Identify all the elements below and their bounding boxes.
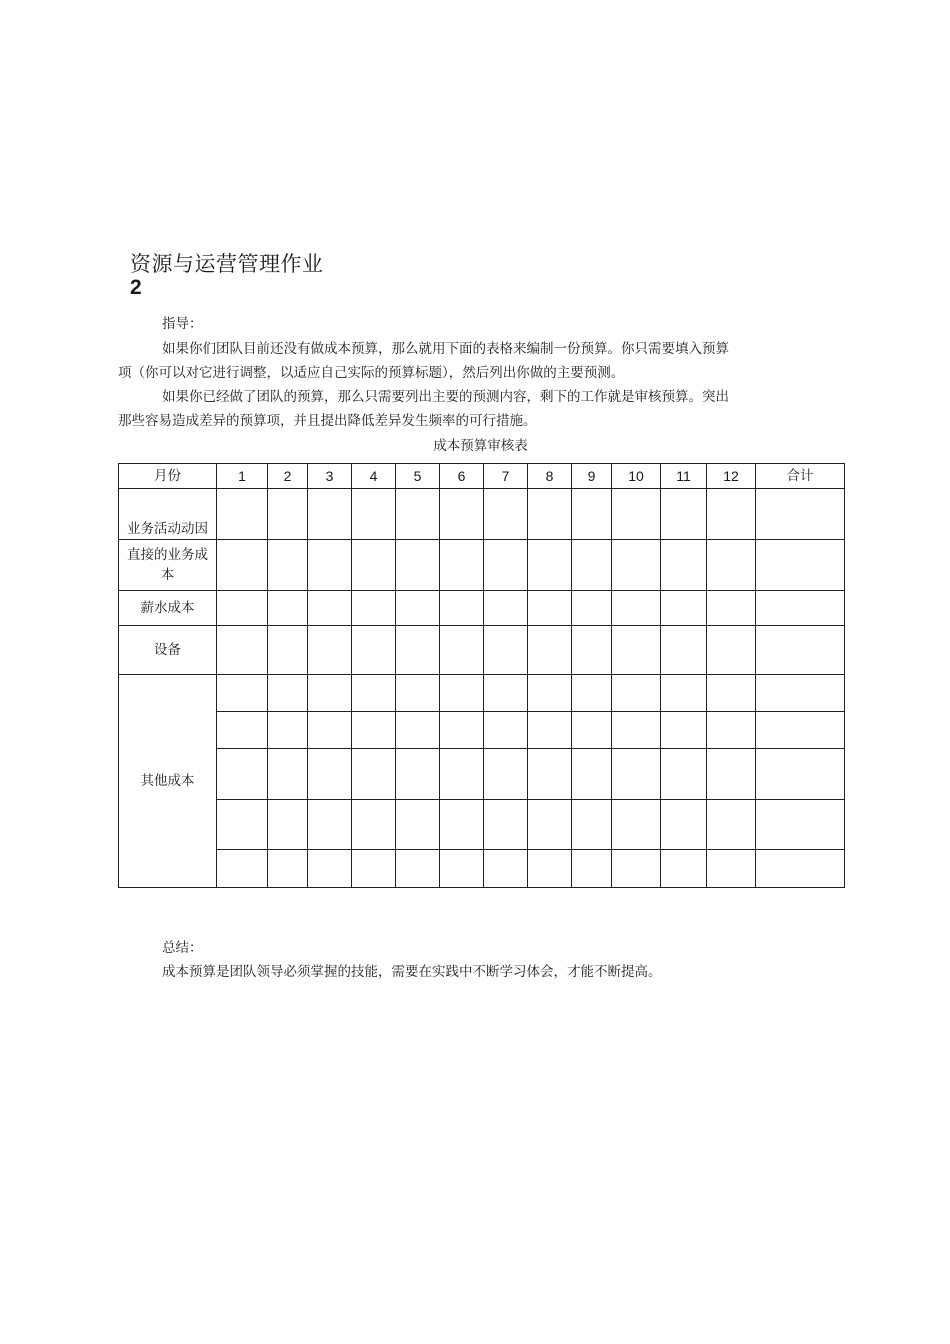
row-salary bbox=[119, 591, 845, 626]
header-month-11: 11 bbox=[661, 464, 707, 489]
table-cell[interactable] bbox=[707, 850, 756, 888]
table-cell[interactable] bbox=[661, 749, 707, 800]
table-cell[interactable] bbox=[440, 675, 484, 712]
table-cell[interactable] bbox=[612, 675, 661, 712]
table-cell[interactable] bbox=[396, 540, 440, 591]
row-direct-cost bbox=[119, 540, 845, 591]
table-cell[interactable] bbox=[661, 675, 707, 712]
header-month-2: 2 bbox=[268, 464, 308, 489]
table-cell[interactable] bbox=[572, 850, 612, 888]
document-title: 资源与运营管理作业 bbox=[130, 252, 324, 276]
table-cell[interactable] bbox=[707, 712, 756, 749]
direct-cost-line-2: 本 bbox=[160, 567, 175, 583]
table-cell[interactable] bbox=[396, 626, 440, 675]
table-cell[interactable] bbox=[756, 800, 845, 850]
table-cell[interactable] bbox=[707, 800, 756, 850]
table-cell[interactable] bbox=[217, 626, 268, 675]
table-cell[interactable] bbox=[268, 712, 308, 749]
header-month-1: 1 bbox=[217, 464, 268, 489]
paragraph-1-line-2: 项（你可以对它进行调整，以适应自己实际的预算标题），然后列出你做的主要预测。 bbox=[118, 365, 625, 381]
table-cell[interactable] bbox=[707, 591, 756, 626]
table-cell[interactable] bbox=[217, 800, 268, 850]
table-cell[interactable] bbox=[352, 540, 396, 591]
table-cell[interactable] bbox=[572, 540, 612, 591]
table-cell[interactable] bbox=[352, 675, 396, 712]
summary-text: 成本预算是团队领导必须掌握的技能，需要在实践中不断学习体会，才能不断提高。 bbox=[162, 964, 662, 980]
header-month-8: 8 bbox=[528, 464, 572, 489]
table-cell[interactable] bbox=[528, 749, 572, 800]
table-cell[interactable] bbox=[572, 749, 612, 800]
table-cell[interactable] bbox=[308, 591, 352, 626]
table-cell[interactable] bbox=[308, 749, 352, 800]
table-cell[interactable] bbox=[484, 712, 528, 749]
guide-paragraph-1 bbox=[118, 337, 838, 385]
table-cell[interactable] bbox=[440, 712, 484, 749]
table-cell[interactable] bbox=[484, 850, 528, 888]
paragraph-2-line-1: 如果你已经做了团队的预算，那么只需要列出主要的预测内容，剩下的工作就是审核预算。突出 bbox=[162, 389, 729, 405]
table-cell[interactable] bbox=[756, 489, 845, 540]
table-cell[interactable] bbox=[707, 675, 756, 712]
row-equipment bbox=[119, 626, 845, 675]
table-cell[interactable] bbox=[396, 800, 440, 850]
table-cell[interactable] bbox=[352, 489, 396, 540]
table-cell[interactable] bbox=[308, 712, 352, 749]
paragraph-1-line-1: 如果你们团队目前还没有做成本预算，那么就用下面的表格来编制一份预算。你只需要填入预算 bbox=[162, 341, 729, 357]
table-cell[interactable] bbox=[756, 540, 845, 591]
table-cell[interactable] bbox=[528, 489, 572, 540]
table-cell[interactable] bbox=[440, 489, 484, 540]
table-cell[interactable] bbox=[707, 749, 756, 800]
table-cell[interactable] bbox=[756, 749, 845, 800]
table-cell[interactable] bbox=[352, 712, 396, 749]
header-month-12: 12 bbox=[707, 464, 756, 489]
row-other-4 bbox=[119, 800, 845, 850]
table-cell[interactable] bbox=[572, 712, 612, 749]
table-cell[interactable] bbox=[707, 626, 756, 675]
row-other-2 bbox=[119, 712, 845, 749]
table-cell[interactable] bbox=[484, 489, 528, 540]
cost-budget-review-table bbox=[118, 463, 845, 888]
table-cell[interactable] bbox=[707, 540, 756, 591]
header-row bbox=[119, 464, 845, 489]
table-cell[interactable] bbox=[217, 489, 268, 540]
table-cell[interactable] bbox=[352, 749, 396, 800]
guide-paragraph-2 bbox=[118, 385, 838, 433]
table-cell[interactable] bbox=[756, 591, 845, 626]
table-cell[interactable] bbox=[352, 800, 396, 850]
table-cell[interactable] bbox=[396, 591, 440, 626]
table-cell[interactable] bbox=[756, 712, 845, 749]
table-cell[interactable] bbox=[352, 626, 396, 675]
summary-label: 总结： bbox=[162, 940, 203, 956]
table-cell[interactable] bbox=[308, 800, 352, 850]
table-cell[interactable] bbox=[440, 540, 484, 591]
table-cell[interactable] bbox=[440, 749, 484, 800]
table-cell[interactable] bbox=[396, 850, 440, 888]
table-cell[interactable] bbox=[484, 591, 528, 626]
table-cell[interactable] bbox=[308, 626, 352, 675]
table-cell[interactable] bbox=[612, 749, 661, 800]
table-cell[interactable] bbox=[308, 540, 352, 591]
table-cell[interactable] bbox=[572, 800, 612, 850]
row-label-direct-cost bbox=[119, 540, 217, 591]
table-cell[interactable] bbox=[484, 626, 528, 675]
table-cell[interactable] bbox=[268, 591, 308, 626]
table-cell[interactable] bbox=[396, 749, 440, 800]
table-cell[interactable] bbox=[612, 626, 661, 675]
table-cell[interactable] bbox=[661, 489, 707, 540]
row-business-driver bbox=[119, 489, 845, 540]
table-cell[interactable] bbox=[352, 850, 396, 888]
row-label-business-driver: 业务活动动因 bbox=[119, 489, 217, 540]
table-cell[interactable] bbox=[572, 489, 612, 540]
table-cell[interactable] bbox=[440, 591, 484, 626]
table-cell[interactable] bbox=[217, 850, 268, 888]
table-cell[interactable] bbox=[661, 712, 707, 749]
document-title-number: 2 bbox=[130, 276, 142, 299]
table-cell[interactable] bbox=[572, 675, 612, 712]
table-cell[interactable] bbox=[352, 591, 396, 626]
guide-label: 指导： bbox=[162, 316, 203, 332]
table-cell[interactable] bbox=[528, 800, 572, 850]
table-cell[interactable] bbox=[268, 489, 308, 540]
paragraph-2-line-2: 那些容易造成差异的预算项，并且提出降低差异发生频率的可行措施。 bbox=[118, 413, 537, 429]
table-cell[interactable] bbox=[484, 675, 528, 712]
table-title: 成本预算审核表 bbox=[433, 438, 528, 454]
table-cell[interactable] bbox=[484, 749, 528, 800]
row-label-equipment: 设备 bbox=[119, 626, 217, 675]
table-cell[interactable] bbox=[217, 749, 268, 800]
table-cell[interactable] bbox=[572, 626, 612, 675]
table-cell[interactable] bbox=[528, 591, 572, 626]
header-total: 合计 bbox=[756, 464, 845, 489]
table-cell[interactable] bbox=[661, 591, 707, 626]
table-cell[interactable] bbox=[217, 540, 268, 591]
table-cell[interactable] bbox=[612, 800, 661, 850]
table-cell[interactable] bbox=[707, 489, 756, 540]
table-cell[interactable] bbox=[572, 591, 612, 626]
table-cell[interactable] bbox=[217, 675, 268, 712]
table-cell[interactable] bbox=[612, 489, 661, 540]
table-cell[interactable] bbox=[440, 626, 484, 675]
table-cell[interactable] bbox=[396, 712, 440, 749]
table-cell[interactable] bbox=[756, 850, 845, 888]
table-cell[interactable] bbox=[528, 626, 572, 675]
row-label-salary: 薪水成本 bbox=[119, 591, 217, 626]
table-cell[interactable] bbox=[756, 626, 845, 675]
table-cell[interactable] bbox=[612, 591, 661, 626]
direct-cost-line-1: 直接的业务成 bbox=[127, 547, 208, 563]
table-cell[interactable] bbox=[308, 850, 352, 888]
table-cell[interactable] bbox=[661, 626, 707, 675]
header-month-7: 7 bbox=[484, 464, 528, 489]
table-cell[interactable] bbox=[528, 675, 572, 712]
table-cell[interactable] bbox=[396, 489, 440, 540]
table-cell[interactable] bbox=[756, 675, 845, 712]
header-month-6: 6 bbox=[440, 464, 484, 489]
table-cell[interactable] bbox=[268, 540, 308, 591]
table-cell[interactable] bbox=[484, 800, 528, 850]
row-other-1 bbox=[119, 675, 845, 712]
table-cell[interactable] bbox=[661, 540, 707, 591]
table-cell[interactable] bbox=[528, 850, 572, 888]
header-month-3: 3 bbox=[308, 464, 352, 489]
table-cell[interactable] bbox=[612, 850, 661, 888]
row-other-3 bbox=[119, 749, 845, 800]
table-cell[interactable] bbox=[308, 675, 352, 712]
header-month: 月份 bbox=[119, 464, 217, 489]
table-cell[interactable] bbox=[612, 540, 661, 591]
row-label-other: 其他成本 bbox=[119, 675, 217, 888]
table-cell[interactable] bbox=[528, 712, 572, 749]
table-cell[interactable] bbox=[440, 800, 484, 850]
table-cell[interactable] bbox=[217, 712, 268, 749]
header-month-9: 9 bbox=[572, 464, 612, 489]
table-cell[interactable] bbox=[440, 850, 484, 888]
table-cell[interactable] bbox=[268, 675, 308, 712]
table-cell[interactable] bbox=[268, 626, 308, 675]
table-cell[interactable] bbox=[217, 591, 268, 626]
table-cell[interactable] bbox=[308, 489, 352, 540]
header-month-10: 10 bbox=[612, 464, 661, 489]
table-cell[interactable] bbox=[661, 800, 707, 850]
header-month-4: 4 bbox=[352, 464, 396, 489]
table-cell[interactable] bbox=[268, 749, 308, 800]
header-month-5: 5 bbox=[396, 464, 440, 489]
table-cell[interactable] bbox=[268, 850, 308, 888]
row-other-5 bbox=[119, 850, 845, 888]
table-cell[interactable] bbox=[612, 712, 661, 749]
table-cell[interactable] bbox=[661, 850, 707, 888]
table-cell[interactable] bbox=[528, 540, 572, 591]
table-cell[interactable] bbox=[268, 800, 308, 850]
table-cell[interactable] bbox=[396, 675, 440, 712]
table-cell[interactable] bbox=[484, 540, 528, 591]
